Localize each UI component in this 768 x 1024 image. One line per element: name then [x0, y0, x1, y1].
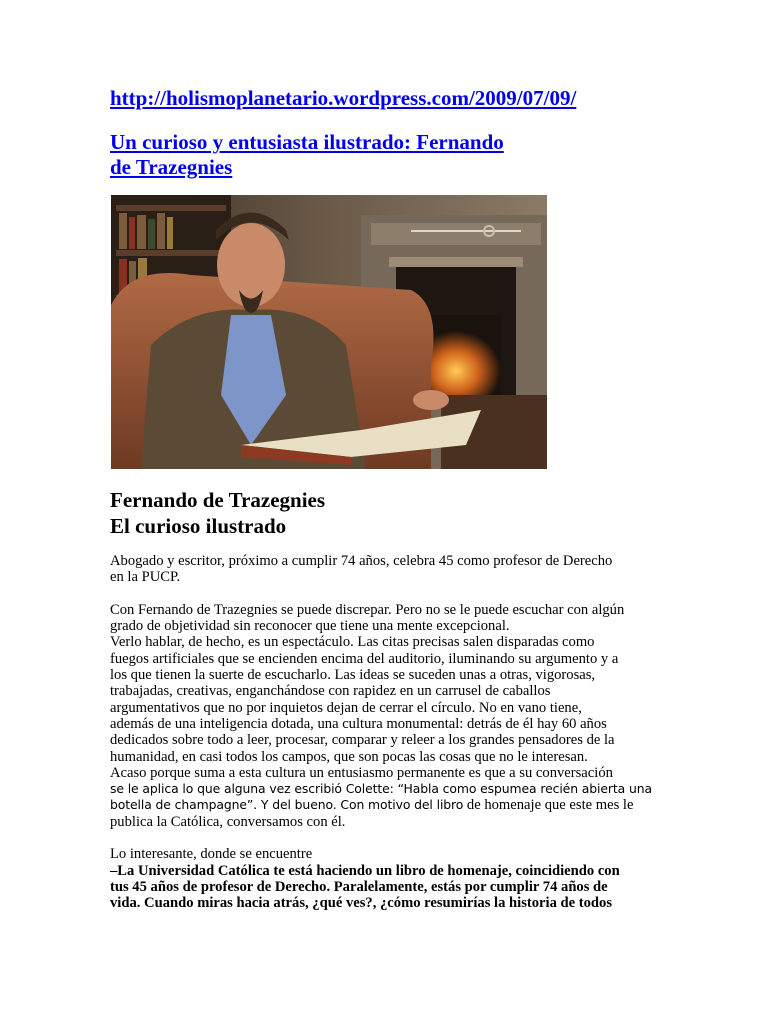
article-headline-link[interactable]	[110, 130, 570, 180]
quote-line-2-part: botella de champagne”. Y del bueno. Con motivo del libro	[110, 797, 464, 813]
paragraph-line: además de una inteligencia dotada, una cultura monumental: detrás de él hay 60 años	[110, 715, 607, 732]
article-body	[110, 553, 660, 912]
paragraph-line: grado de objetividad sin reconocer que tiene una mente excepcional.	[110, 618, 510, 635]
paragraph-line: trabajadas, creativas, enganchándose con rapidez en un carrusel de caballos	[110, 683, 551, 700]
article-title-line-2: El curioso ilustrado	[110, 514, 287, 538]
intro-line-2: en la PUCP.	[110, 569, 181, 586]
paragraph-line: dedicados sobre todo a leer, procesar, comparar y releer a los grandes pensadores de la	[110, 732, 615, 749]
section-intro: Lo interesante, donde se encuentre	[110, 846, 313, 863]
question-line: tus 45 años de profesor de Derecho. Paralelamente, estás por cumplir 74 años de	[110, 878, 608, 895]
paragraph-line: Verlo hablar, de hecho, es un espectáculo. Las citas precisas salen disparadas como	[110, 634, 595, 651]
article-title	[110, 487, 630, 539]
portrait-photo-illustration	[111, 195, 547, 469]
question-line: vida. Cuando miras hacia atrás, ¿qué ves?, ¿cómo resumirías la historia de todos	[110, 895, 613, 912]
portrait-photo	[111, 195, 547, 469]
paragraph-line: los que tienen la suerte de escucharlo. Las ideas se suceden unas a otras, vigorosas,	[110, 667, 596, 684]
article-title-line-1: Fernando de Trazegnies	[110, 488, 326, 512]
paragraph-line: argumentativos que no por inquietos dejan de cerrar el círculo. No en vano tiene,	[110, 699, 582, 716]
paragraph-last-line: publica la Católica, conversamos con él.	[110, 813, 346, 830]
source-url-link[interactable]: http://holismoplanetario.wordpress.com/2009/07/09/	[110, 86, 577, 110]
quote-line-2-tail: de homenaje que este mes le	[463, 797, 634, 814]
paragraph-line: Con Fernando de Trazegnies se puede discrepar. Pero no se le puede escuchar con algún	[110, 601, 625, 618]
question-line: –La Universidad Católica te está haciendo un libro de homenaje, coincidiendo con	[110, 862, 620, 879]
quote-line-2	[110, 797, 660, 813]
paragraph-line: fuegos artificiales que se encienden encima del auditorio, iluminando su argumento y a	[110, 650, 619, 667]
paragraph-line: humanidad, en casi todos los campos, que son pocas las cosas que no le interesan.	[110, 748, 588, 765]
intro-line-1: Abogado y escritor, próximo a cumplir 74 años, celebra 45 como profesor de Derecho	[110, 553, 613, 569]
paragraph-line: Acaso porque suma a esta cultura un entusiasmo permanente es que a su conversación	[110, 764, 613, 781]
quote-line-1: se le aplica lo que alguna vez escribió Colette: “Habla como espumea recién abierta una	[110, 781, 653, 797]
headline-line-1[interactable]: Un curioso y entusiasta ilustrado: Fernando	[110, 130, 504, 154]
headline-line-2[interactable]: de Trazegnies	[110, 155, 233, 179]
